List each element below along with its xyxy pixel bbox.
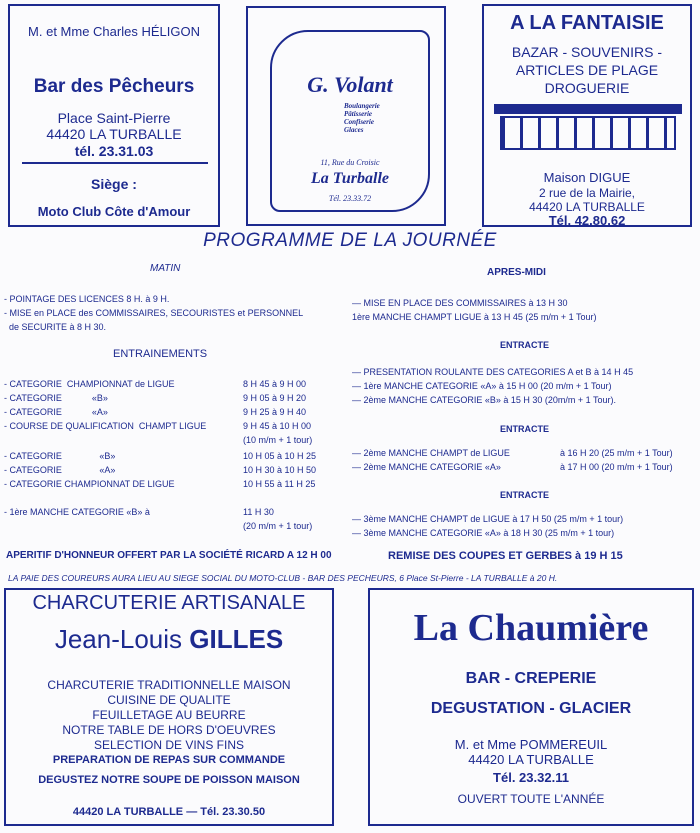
bar-phone: tél. 23.31.03 (74, 143, 154, 159)
bar-address: Place Saint-Pierre 44420 LA TURBALLE (46, 110, 182, 142)
train-row: - CATEGORIE «B» (4, 393, 108, 403)
bar-name: Bar des Pêcheurs (33, 76, 195, 97)
entrainements-label: ENTRAINEMENTS (113, 348, 208, 360)
train-row: - CATEGORIE «B» (4, 451, 116, 461)
ad-a-la-fantaisie (482, 4, 692, 227)
ad-bakery (246, 6, 446, 226)
ad-la-chaumiere (368, 588, 694, 826)
entracte-3: ENTRACTE (500, 490, 549, 500)
programme-title: PROGRAMME DE LA JOURNÉE (203, 230, 497, 251)
matin-label: MATIN (150, 263, 181, 274)
train-row: - CATEGORIE CHAMPIONNAT DE LIGUE (4, 479, 175, 489)
matin-item-2: - MISE en PLACE des COMMISSAIRES, SECOURISTES et PERSONNEL (4, 308, 304, 318)
train-time: 10 H 05 à 10 H 25 (243, 451, 317, 461)
owner-firstname: Jean-Louis (54, 624, 183, 654)
matin-item-3: de SECURITE à 8 H 30. (4, 322, 107, 332)
apres-item-1: — MISE EN PLACE DES COMMISSAIRES à 13 H 30 (352, 298, 568, 308)
shop-illustration (494, 104, 682, 152)
chaumiere-owner: M. et Mme POMMEREUIL 44420 LA TURBALLE (454, 737, 608, 767)
shop-name: A LA FANTAISIE (510, 12, 664, 34)
charcuterie-kind: CHARCUTERIE ARTISANALE (32, 592, 306, 614)
chaumiere-line-2: DEGUSTATION - GLACIER (430, 700, 632, 717)
train-row: - CATEGORIE «A» (4, 465, 116, 475)
club-name: Moto Club Côte d'Amour (37, 204, 191, 219)
charcuterie-owner (6, 624, 332, 655)
shop-phone: Tél. 42.80.62 (548, 213, 626, 228)
train-row: - CATEGORIE «A» (4, 407, 108, 417)
paie-note: LA PAIE DES COUREURS AURA LIEU AU SIEGE SOCIAL DU MOTO-CLUB - BAR DES PECHEURS, 6 Place St-Pierre - LA TURBALLE à 20 H. (8, 573, 558, 583)
train-time: (10 m/m + 1 tour) (243, 435, 313, 445)
train-time: 10 H 55 à 11 H 25 (243, 479, 316, 489)
ad-charcuterie (4, 588, 334, 826)
train-time: 11 H 30 (243, 507, 274, 517)
block3-time: à 16 H 20 (25 m/m + 1 Tour) (560, 448, 673, 458)
train-row: - COURSE DE QUALIFICATION CHAMPT LIGUE (4, 421, 207, 431)
block2-item: — 1ère MANCHE CATEGORIE «A» à 15 H 00 (20 m/m + 1 Tour) (352, 381, 612, 391)
block4-item: — 3ème MANCHE CATEGORIE «A» à 18 H 30 (25 m/m + 1 tour) (352, 528, 615, 538)
bakery-phone: Tél. 23.33.72 (328, 194, 372, 203)
shop-maison: Maison DIGUE (543, 170, 631, 185)
bakery-name: G. Volant (307, 72, 393, 97)
shop-line-2: ARTICLES DE PLAGE (515, 62, 659, 78)
charcuterie-footer: 44420 LA TURBALLE — Tél. 23.30.50 (72, 806, 266, 818)
apres-item-2: 1ère MANCHE CHAMPT LIGUE à 13 H 45 (25 m/m + 1 Tour) (352, 312, 597, 322)
block4-item: — 3ème MANCHE CHAMPT de LIGUE à 17 H 50 (25 m/m + 1 tour) (352, 514, 624, 524)
train-row: - 1ère MANCHE CATEGORIE «B» à (4, 507, 150, 517)
shop-line-1: BAZAR - SOUVENIRS - (511, 44, 663, 60)
charcuterie-list: CHARCUTERIE TRADITIONNELLE MAISON CUISINE DE QUALITE FEUILLETAGE AU BEURRE NOTRE TABLE DE HORS D'OEUVRES SELECTION DE VINS FINS (47, 678, 291, 752)
train-time: 9 H 25 à 9 H 40 (243, 407, 307, 417)
aperitif-note: APERITIF D'HONNEUR OFFERT PAR LA SOCIÉTÉ RICARD A 12 H 00 (6, 550, 332, 561)
ad-bar-des-pecheurs (8, 4, 220, 227)
shop-line-3: DROGUERIE (544, 80, 630, 96)
block2-item: — 2ème MANCHE CATEGORIE «B» à 15 H 30 (20m/m + 1 Tour). (352, 395, 617, 405)
charcuterie-prep: PREPARATION DE REPAS SUR COMMANDE (52, 754, 286, 766)
matin-item-1: - POINTAGE DES LICENCES 8 H. à 9 H. (4, 294, 170, 304)
entracte-2: ENTRACTE (500, 424, 549, 434)
chaumiere-line-1: BAR - CREPERIE (465, 670, 597, 687)
apres-midi-label: APRES-MIDI (487, 267, 546, 278)
train-time: 8 H 45 à 9 H 00 (243, 379, 307, 389)
train-time: 9 H 05 à 9 H 20 (243, 393, 307, 403)
block3-time: à 17 H 00 (20 m/m + 1 Tour) (560, 462, 673, 472)
chaumiere-open: OUVERT TOUTE L'ANNÉE (457, 792, 605, 806)
train-row: - CATEGORIE CHAMPIONNAT de LIGUE (4, 379, 175, 389)
shop-address: 2 rue de la Mairie, 44420 LA TURBALLE (529, 186, 645, 214)
train-time: 10 H 30 à 10 H 50 (243, 465, 317, 475)
block2-item: — PRESENTATION ROULANTE DES CATEGORIES A et B à 14 H 45 (352, 367, 634, 377)
siege-label: Siège : (91, 176, 137, 192)
chaumiere-phone: Tél. 23.32.11 (493, 770, 569, 785)
scroll-frame (270, 30, 430, 212)
entracte-1: ENTRACTE (500, 340, 549, 350)
divider (22, 162, 208, 164)
block3-label: — 2ème MANCHE CATEGORIE «A» (352, 462, 501, 472)
train-time: (20 m/m + 1 tour) (243, 521, 313, 531)
remise-note: REMISE DES COUPES ET GERBES à 19 H 15 (388, 550, 623, 562)
owner-surname: GILLES (189, 624, 284, 654)
bar-owner: M. et Mme Charles HÉLIGON (28, 24, 200, 39)
bakery-trades: Boulangerie Pâtisserie Confiserie Glaces (344, 102, 380, 134)
chaumiere-name: La Chaumière (413, 607, 649, 649)
shop-roof (494, 104, 682, 114)
train-time: 9 H 45 à 10 H 00 (243, 421, 312, 431)
bakery-town: La Turballe (310, 170, 390, 187)
bakery-street: 11, Rue du Croisic (320, 158, 380, 167)
block3-label: — 2ème MANCHE CHAMPT de LIGUE (352, 448, 510, 458)
charcuterie-soupe: DEGUSTEZ NOTRE SOUPE DE POISSON MAISON (38, 774, 300, 786)
shop-front (500, 116, 676, 150)
